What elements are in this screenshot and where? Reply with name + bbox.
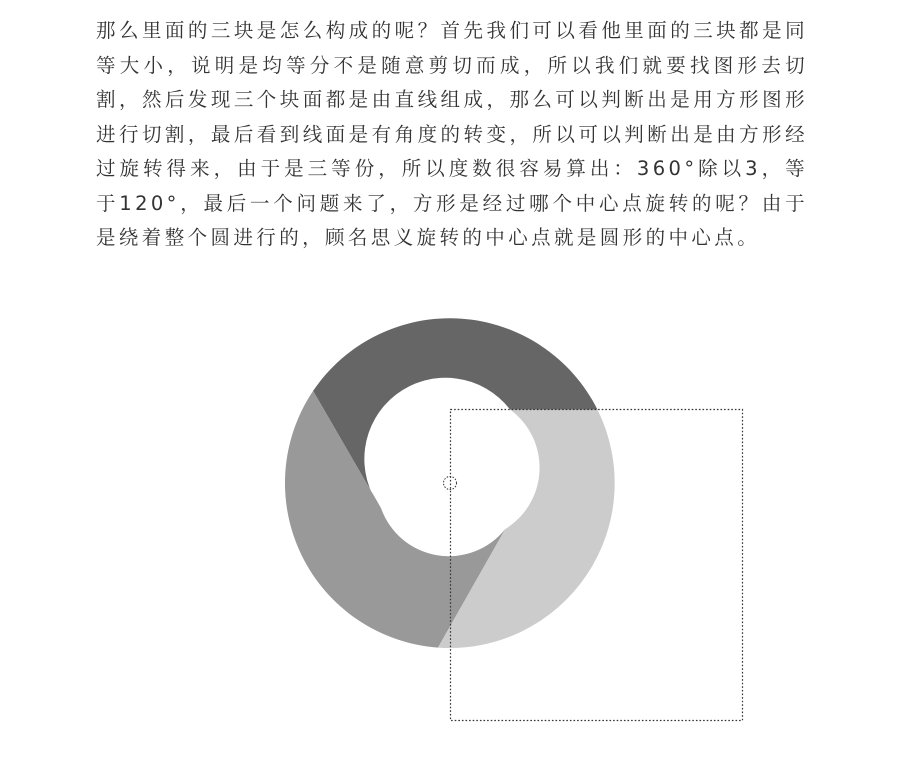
right-segment xyxy=(438,410,615,649)
article-paragraph: 那么里面的三块是怎么构成的呢？首先我们可以看他里面的三块都是同等大小，说明是均等分不是随意剪切而成，所以我们就要找图形去切割，然后发现三个块面都是由直线组成，那么可以判断出是用方形图形进行切割，最后看到线面是有角度的转变，所以可以判断出是由方形经过旋转得来，由于是三等份，所以度数很容易算出：360°除以3，等于120°，最后一个问题来了，方形是经过哪个中心点旋转的呢？由于是绕着整个圆进行的，顾名思义旋转的中心点就是圆形的中心点。 xyxy=(96,19,808,249)
